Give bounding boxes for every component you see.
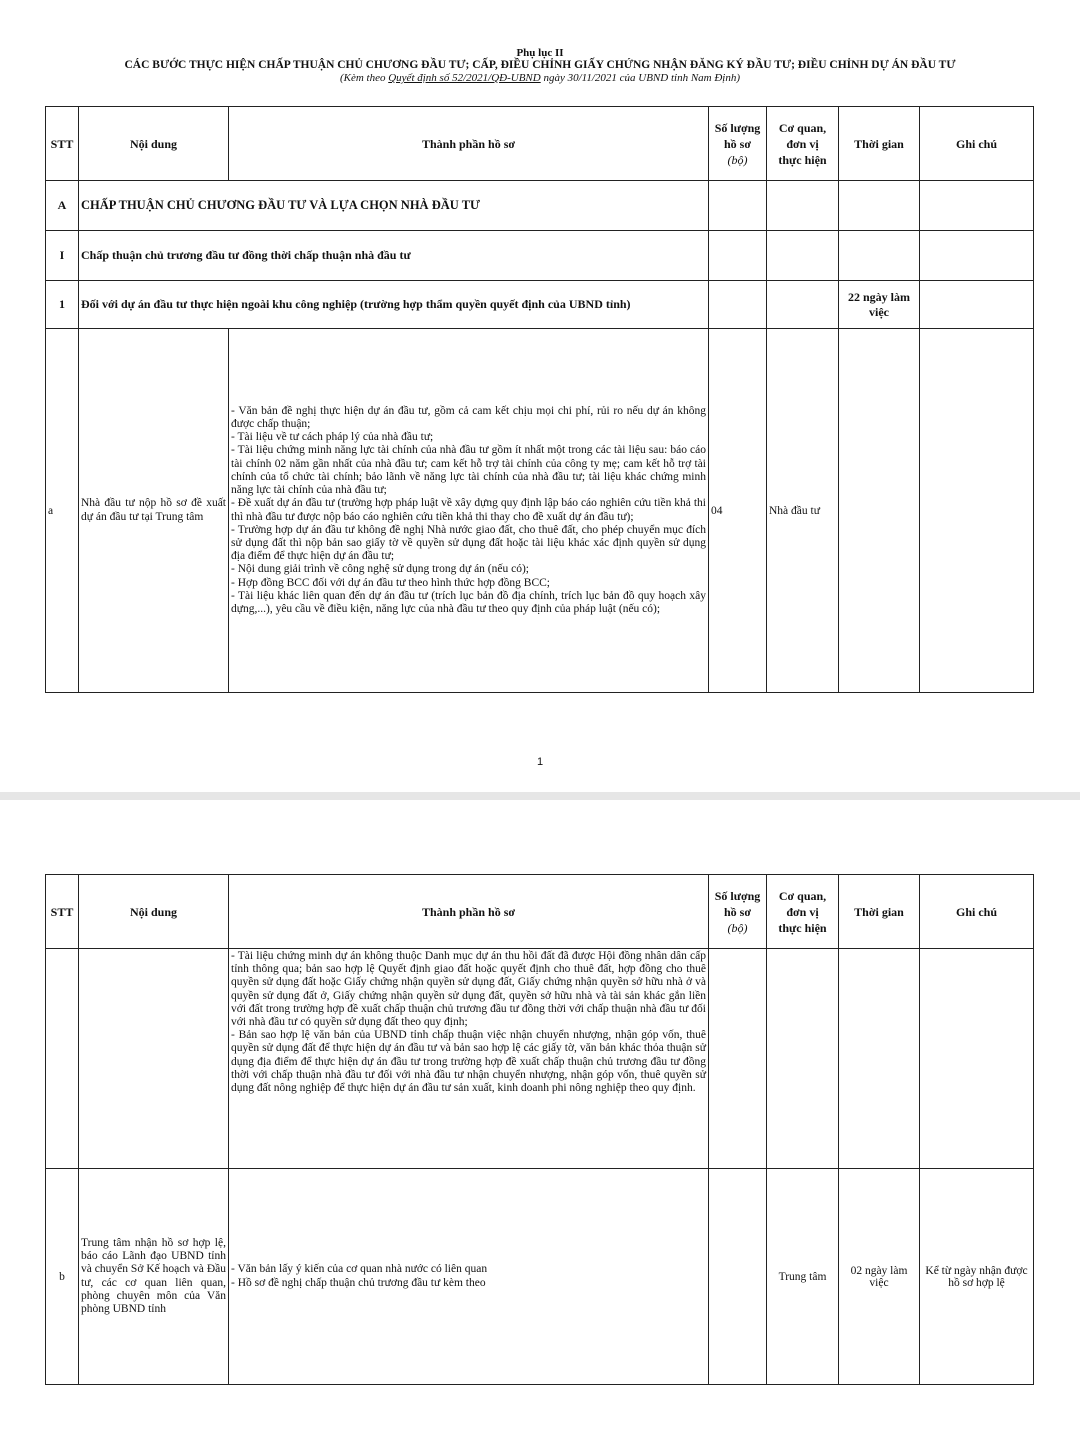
table-row-b bbox=[46, 1169, 1034, 1385]
document-header bbox=[0, 47, 1080, 85]
row-A-title: CHẤP THUẬN CHỦ CHƯƠNG ĐẦU TƯ VÀ LỰA CHỌN NHÀ ĐẦU TƯ bbox=[79, 181, 709, 231]
doc-item: - Nội dung giải trình về công nghệ sử dụng trong dự án (nếu có); bbox=[231, 563, 529, 576]
appendix-label: Phụ lục II bbox=[516, 47, 564, 59]
row-I-stt: I bbox=[46, 231, 79, 281]
table-row-I bbox=[46, 231, 1034, 281]
doc-item: - Văn bản lấy ý kiến của cơ quan nhà nước có liên quan bbox=[231, 1263, 488, 1276]
col-thanh-phan: Thành phần hồ sơ bbox=[229, 875, 709, 949]
doc-item: - Hợp đồng BCC đối với dự án đầu tư theo hình thức hợp đồng BCC; bbox=[231, 576, 551, 589]
doc-item: - Trường hợp dự án đầu tư không đề nghị Nhà nước giao đất, cho thuê đất, cho phép chuyển mục đích sử dụng đất thì nộp bản sao giấy tờ về quyền sử dụng đất hoặc tài liệu khác xác định quyền sử dụng địa điểm để thực hiện dự án đầu tư; bbox=[231, 523, 706, 563]
page-number: 1 bbox=[536, 756, 544, 768]
doc-item: - Hồ sơ đề nghị chấp thuận chủ trương đầu tư kèm theo bbox=[231, 1276, 486, 1289]
row-b-stt: b bbox=[46, 1169, 79, 1385]
procedure-table-page-2 bbox=[45, 874, 1034, 1385]
row-I-title: Chấp thuận chủ trương đầu tư đồng thời chấp thuận nhà đầu tư bbox=[79, 231, 709, 281]
procedure-table-page-1 bbox=[45, 106, 1034, 693]
col-stt: STT bbox=[46, 107, 79, 181]
table-header-row bbox=[46, 107, 1034, 181]
row-a-stt: a bbox=[46, 329, 79, 693]
subtitle-prefix: (Kèm theo bbox=[339, 72, 389, 84]
col-so-luong: Số lượng hồ sơ (bộ) bbox=[709, 107, 767, 181]
row-A-stt: A bbox=[46, 181, 79, 231]
row-b-time: 02 ngày làm việc bbox=[839, 1169, 920, 1385]
col-thoi-gian: Thời gian bbox=[839, 875, 920, 949]
row-1-stt: 1 bbox=[46, 281, 79, 329]
document-page-2 bbox=[0, 800, 1080, 1445]
row-a-docs-continued bbox=[229, 949, 709, 1169]
row-1-title: Đối với dự án đầu tư thực hiện ngoài khu công nghiệp (trường hợp thẩm quyền quyết định của UBND tỉnh) bbox=[79, 281, 709, 329]
col-ghi-chu: Ghi chú bbox=[920, 107, 1034, 181]
col-noi-dung: Nội dung bbox=[79, 107, 229, 181]
doc-item: - Tài liệu về tư cách pháp lý của nhà đầu tư; bbox=[231, 431, 434, 444]
row-b-docs bbox=[229, 1169, 709, 1385]
subtitle-suffix: ngày 30/11/2021 của UBND tỉnh Nam Định) bbox=[540, 72, 741, 84]
row-1-time: 22 ngày làm việc bbox=[839, 281, 920, 329]
row-a-so-luong: 04 bbox=[709, 329, 767, 693]
document-subtitle bbox=[0, 72, 1080, 85]
table-row-1 bbox=[46, 281, 1034, 329]
doc-item: - Tài liệu chứng minh năng lực tài chính của nhà đầu tư gồm ít nhất một trong các tài liệu sau: báo cáo tài chính 02 năm gần nhất của nhà đầu tư; cam kết hỗ trợ tài chính của công ty mẹ; cam kết hỗ trợ tài chính của tổ chức tài chính; bảo lãnh về năng lực tài chính của nhà đầu tư; tài liệu khác chứng minh năng lực tài chính của nhà đầu tư; bbox=[231, 444, 706, 497]
row-a-noi-dung: Nhà đầu tư nộp hồ sơ đề xuất dự án đầu tư tại Trung tâm bbox=[79, 329, 229, 693]
col-stt: STT bbox=[46, 875, 79, 949]
col-noi-dung: Nội dung bbox=[79, 875, 229, 949]
col-thanh-phan: Thành phần hồ sơ bbox=[229, 107, 709, 181]
decision-reference: Quyết định số 52/2021/QĐ-UBND bbox=[388, 72, 541, 84]
col-thoi-gian: Thời gian bbox=[839, 107, 920, 181]
col-co-quan: Cơ quan, đơn vị thực hiện bbox=[767, 875, 839, 949]
table-row-A bbox=[46, 181, 1034, 231]
row-a-docs bbox=[229, 329, 709, 693]
doc-item: - Đề xuất dự án đầu tư (trường hợp pháp luật về xây dựng quy định lập báo cáo nghiên cứu tiền khả thi thì nhà đầu tư được nộp báo cáo nghiên cứu tiền khả thi thay cho đề xuất dự án đầu tư); bbox=[231, 497, 706, 523]
table-header-row bbox=[46, 875, 1034, 949]
document-title: CÁC BƯỚC THỰC HIỆN CHẤP THUẬN CHỦ CHƯƠNG ĐẦU TƯ; CẤP, ĐIỀU CHỈNH GIẤY CHỨNG NHẬN ĐĂNG KÝ ĐẦU TƯ; ĐIỀU CHỈNH DỰ ÁN ĐẦU TƯ bbox=[124, 59, 956, 71]
col-so-luong: Số lượng hồ sơ (bộ) bbox=[709, 875, 767, 949]
table-row-a-continued bbox=[46, 949, 1034, 1169]
doc-item: - Văn bản đề nghị thực hiện dự án đầu tư, gồm cả cam kết chịu mọi chi phí, rủi ro nếu dự án không được chấp thuận; bbox=[231, 404, 706, 431]
col-ghi-chu: Ghi chú bbox=[920, 875, 1034, 949]
table-row-a bbox=[46, 329, 1034, 693]
doc-item: - Bản sao hợp lệ văn bản của UBND tỉnh chấp thuận việc nhận chuyển nhượng, nhận góp vốn, thuê quyền sử dụng đất để thực hiện dự án đầu tư và bản sao hợp lệ các giấy tờ, văn bản khác thỏa thuận sử dụng địa điểm để thực hiện dự án đầu tư trong trường hợp đề xuất chấp thuận chủ trương đầu tư đồng thời với chấp thuận nhà đầu tư đối với nhà đầu tư nhận chuyển nhượng, nhận góp vốn, thuê quyền sử dụng đất nông nghiệp để thực hiện dự án đầu tư sản xuất, kinh doanh phi nông nghiệp theo quy định. bbox=[231, 1029, 706, 1095]
row-b-noi-dung: Trung tâm nhận hồ sơ hợp lệ, báo cáo Lãnh đạo UBND tỉnh và chuyển Sở Kế hoạch và Đầu tư, các cơ quan liên quan, phòng chuyên môn của Văn phòng UBND tỉnh bbox=[79, 1169, 229, 1385]
row-b-ghi-chu: Kể từ ngày nhận được hồ sơ hợp lệ bbox=[920, 1169, 1034, 1385]
row-a-co-quan: Nhà đầu tư bbox=[767, 329, 839, 693]
doc-item: - Tài liệu chứng minh dự án không thuộc Danh mục dự án thu hồi đất đã được Hội đồng nhân dân cấp tỉnh thông qua; bản sao hợp lệ Quyết định giao đất hoặc quyết định cho thuê đất, hợp đồng cho thuê quyền sử dụng đất hoặc Giấy chứng nhận quyền sử dụng đất, Giấy chứng nhận quyền sở hữu nhà ở và quyền sử dụng đất ở, Giấy chứng nhận quyền sử dụng đất, quyền sở hữu nhà và tài sản khác gắn liền với đất trong trường hợp đề xuất chấp thuận chủ trương đầu tư đồng thời với chấp thuận nhà đầu tư đối với nhà đầu tư có quyền sử dụng đất theo quy định; bbox=[231, 950, 706, 1029]
col-co-quan: Cơ quan, đơn vị thực hiện bbox=[767, 107, 839, 181]
row-b-co-quan: Trung tâm bbox=[767, 1169, 839, 1385]
doc-item: - Tài liệu khác liên quan đến dự án đầu tư (trích lục bản đồ địa chính, trích lục bản đồ quy hoạch xây dựng,...), yêu cầu về điều kiện, năng lực của nhà đầu tư theo quy định của pháp luật (nếu có); bbox=[231, 589, 706, 615]
